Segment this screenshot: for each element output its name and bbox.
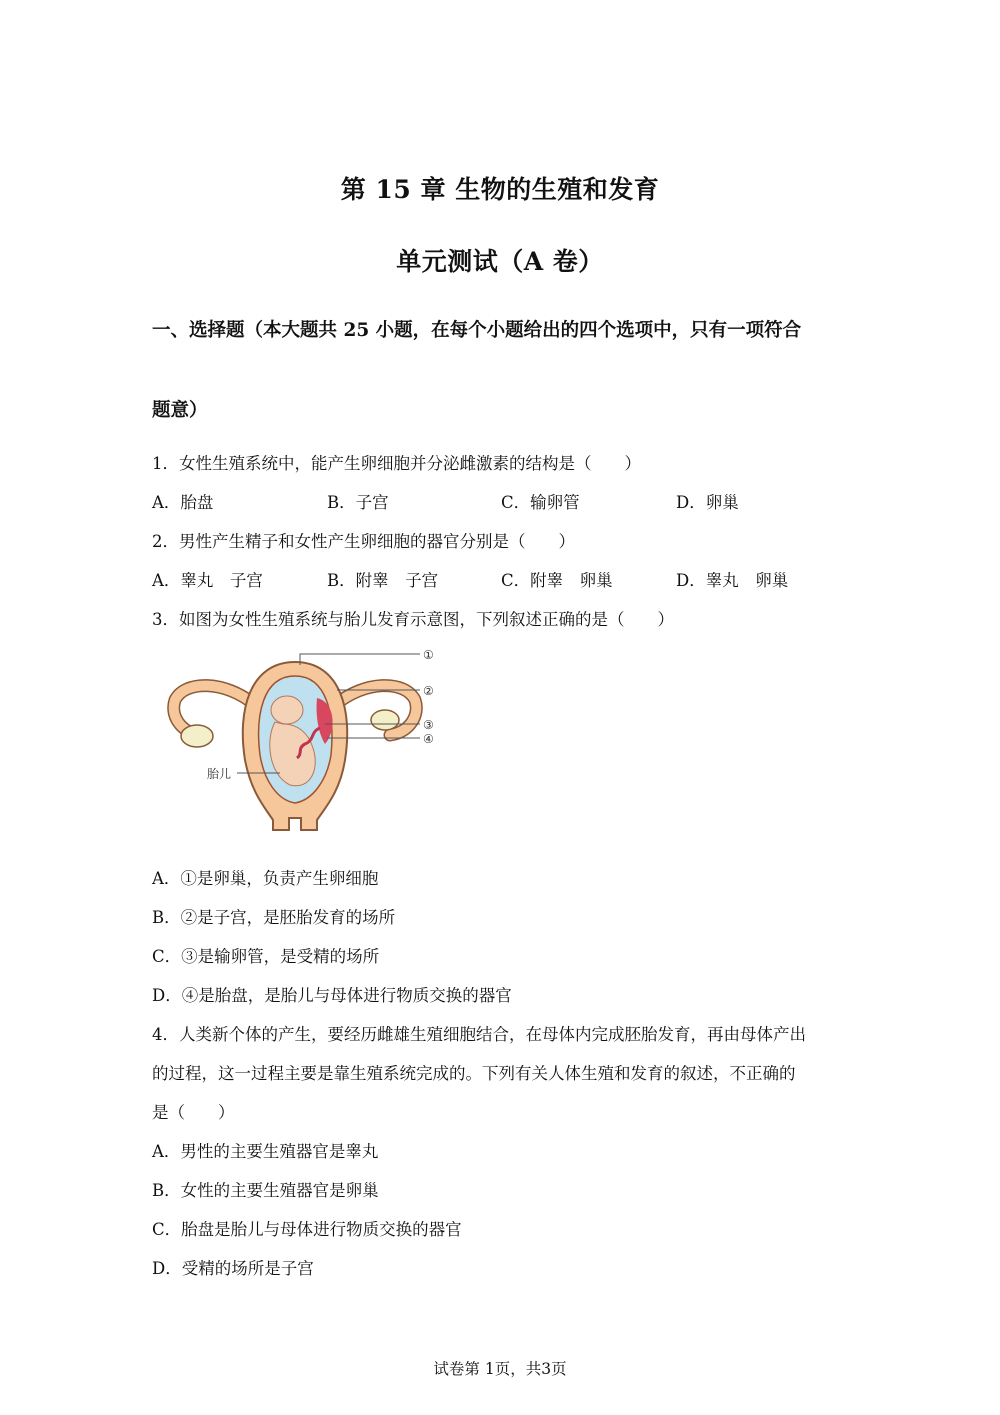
reproductive-system-diagram bbox=[165, 640, 455, 840]
option-a[interactable]: A．胎盘 bbox=[152, 493, 214, 512]
option-c[interactable]: C．输卵管 bbox=[501, 493, 580, 512]
question-4-option-d[interactable]: D．受精的场所是子宫 bbox=[152, 1259, 314, 1278]
question-4-option-c[interactable]: C．胎盘是胎儿与母体进行物质交换的器官 bbox=[152, 1220, 462, 1239]
page-title: 第 15 章 生物的生殖和发育 bbox=[340, 175, 660, 204]
question-4-stem-line2: 的过程，这一过程主要是靠生殖系统完成的。下列有关人体生殖和发育的叙述，不正确的 bbox=[152, 1064, 796, 1083]
option-d[interactable]: D．卵巢 bbox=[676, 493, 739, 512]
question-3-option-a[interactable]: A．①是卵巢，负责产生卵细胞 bbox=[152, 869, 379, 888]
leader-line-1 bbox=[300, 654, 420, 665]
figure-label-4: ④ bbox=[423, 732, 434, 746]
question-4-option-b[interactable]: B．女性的主要生殖器官是卵巢 bbox=[152, 1181, 379, 1200]
page-subtitle: 单元测试（A 卷） bbox=[396, 247, 604, 276]
question-3-option-d[interactable]: D．④是胎盘，是胎儿与母体进行物质交换的器官 bbox=[152, 986, 512, 1005]
section-heading-line2: 题意） bbox=[152, 400, 208, 421]
figure-label-3: ③ bbox=[423, 718, 434, 732]
option-b[interactable]: B．附睾 子宫 bbox=[327, 571, 439, 590]
option-b[interactable]: B．子宫 bbox=[327, 493, 389, 512]
figure-label-2: ② bbox=[423, 684, 434, 698]
question-2-stem: 2．男性产生精子和女性产生卵细胞的器官分别是（ ） bbox=[152, 532, 575, 551]
question-4-stem-line3: 是（ ） bbox=[152, 1103, 235, 1122]
question-1-options bbox=[152, 489, 852, 513]
question-4-stem-line1: 4．人类新个体的产生，要经历雌雄生殖细胞结合，在母体内完成胚胎发育，再由母体产出 bbox=[152, 1025, 806, 1044]
option-d[interactable]: D．睾丸 卵巢 bbox=[676, 571, 789, 590]
figure-label-fetus: 胎儿 bbox=[207, 767, 232, 781]
section-heading-line1: 一、选择题（本大题共 25 小题，在每个小题给出的四个选项中，只有一项符合 bbox=[152, 320, 802, 341]
question-3-stem: 3．如图为女性生殖系统与胎儿发育示意图，下列叙述正确的是（ ） bbox=[152, 610, 674, 629]
page-footer: 试卷第 1页，共3页 bbox=[433, 1360, 567, 1378]
left-ovary bbox=[181, 725, 213, 747]
fetus-head bbox=[271, 696, 303, 724]
option-c[interactable]: C．附睾 卵巢 bbox=[501, 571, 613, 590]
figure-label-1: ① bbox=[423, 648, 434, 662]
question-1-stem: 1．女性生殖系统中，能产生卵细胞并分泌雌激素的结构是（ ） bbox=[152, 454, 641, 473]
question-4-option-a[interactable]: A．男性的主要生殖器官是睾丸 bbox=[152, 1142, 379, 1161]
uterus-fetus-illustration bbox=[165, 640, 455, 840]
right-ovary bbox=[371, 710, 399, 730]
question-2-options bbox=[152, 567, 852, 591]
question-3-option-b[interactable]: B．②是子宫，是胚胎发育的场所 bbox=[152, 908, 396, 927]
question-3-option-c[interactable]: C．③是输卵管，是受精的场所 bbox=[152, 947, 380, 966]
option-a[interactable]: A．睾丸 子宫 bbox=[152, 571, 263, 590]
